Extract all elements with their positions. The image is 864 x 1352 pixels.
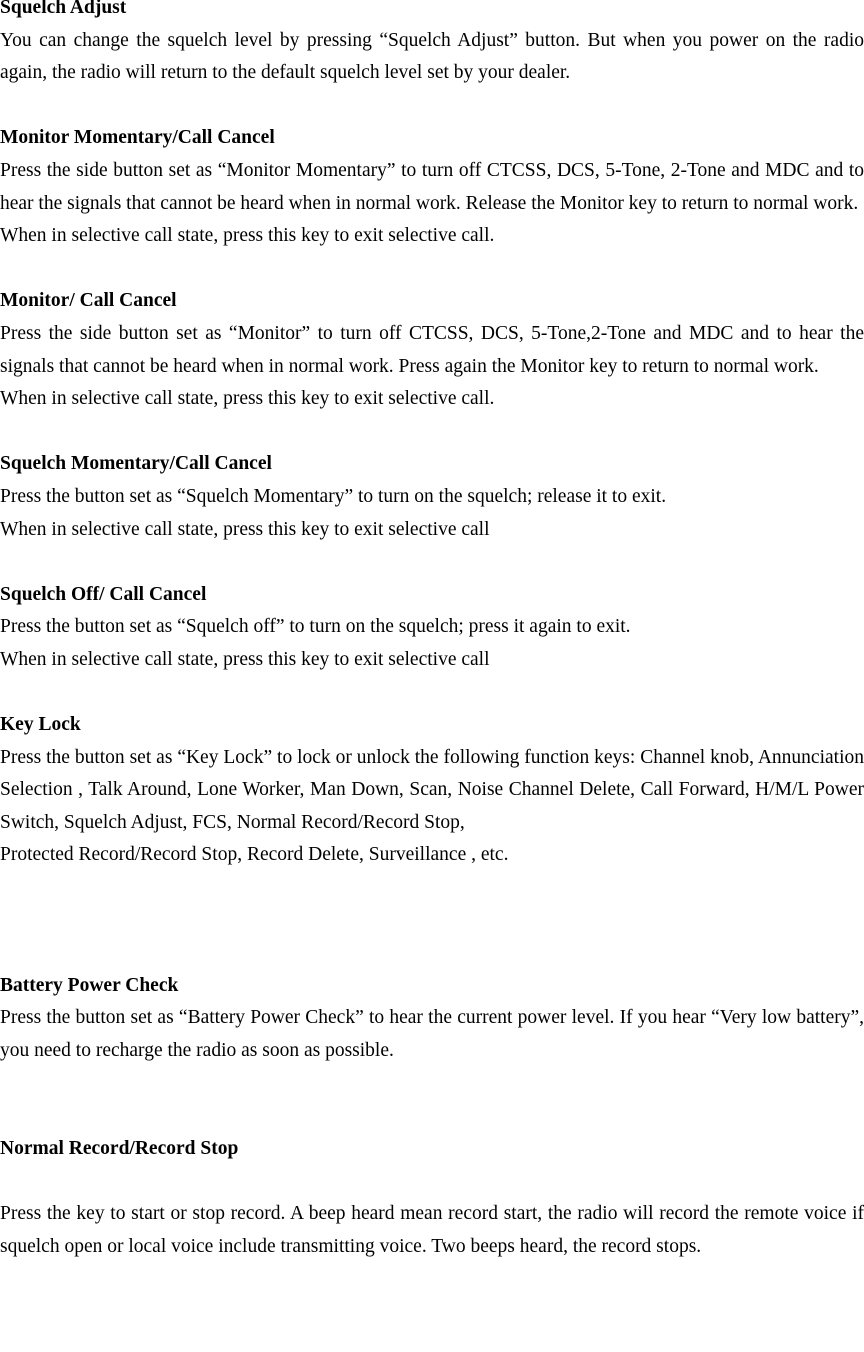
spacer	[0, 546, 864, 579]
section-heading: Squelch Off/ Call Cancel	[0, 583, 207, 605]
section-monitor	[0, 285, 864, 415]
spacer	[0, 1165, 864, 1198]
paragraph: Press the side button set as “Monitor” to turn off CTCSS, DCS, 5-Tone,2-Tone and MDC and to hear the signals that cannot be heard when in normal work. Press again the Monitor key to return to normal work.	[0, 322, 864, 377]
paragraph: Press the button set as “Battery Power Check” to hear the current power level. If you hear “Very low battery”, you need to recharge the radio as soon as possible.	[0, 1007, 864, 1062]
paragraph: When in selective call state, press this key to exit selective call	[0, 648, 490, 670]
paragraph: Press the button set as “Squelch off” to turn on the squelch; press it again to exit.	[0, 616, 631, 638]
section-heading: Squelch Momentary/Call Cancel	[0, 453, 272, 475]
paragraph: Press the key to start or stop record. A beep heard mean record start, the radio will record the remote voice if squelch open or local voice include transmitting voice. Two beeps heard, the record stops.	[0, 1202, 864, 1257]
section-squelch-adjust	[0, 0, 864, 90]
section-heading: Monitor/ Call Cancel	[0, 290, 177, 312]
spacer	[0, 253, 864, 286]
spacer	[0, 1068, 864, 1133]
spacer	[0, 90, 864, 123]
paragraph: When in selective call state, press this key to exit selective call.	[0, 388, 495, 410]
paragraph: Protected Record/Record Stop, Record Delete, Surveillance , etc.	[0, 844, 509, 866]
section-heading: Monitor Momentary/Call Cancel	[0, 127, 275, 149]
section-squelch-off	[0, 579, 864, 677]
paragraph: Press the button set as “Squelch Momentary” to turn on the squelch; release it to exit.	[0, 485, 667, 507]
paragraph: You can change the squelch level by pressing “Squelch Adjust” button. But when you power on the radio again, the radio will return to the default squelch level set by your dealer.	[0, 29, 864, 84]
section-normal-record	[0, 1133, 864, 1263]
section-squelch-momentary	[0, 448, 864, 546]
paragraph: Press the side button set as “Monitor Momentary” to turn off CTCSS, DCS, 5-Tone, 2-Tone and MDC and to hear the signals that cannot be heard when in normal work. Release the Monitor key to return to normal work.	[0, 159, 864, 214]
spacer	[0, 872, 864, 970]
section-heading: Battery Power Check	[0, 974, 179, 996]
spacer	[0, 416, 864, 449]
section-heading: Squelch Adjust	[0, 0, 127, 18]
section-heading: Normal Record/Record Stop	[0, 1137, 239, 1159]
section-battery-check	[0, 970, 864, 1068]
section-key-lock	[0, 709, 864, 872]
paragraph: When in selective call state, press this key to exit selective call.	[0, 225, 495, 247]
paragraph: When in selective call state, press this key to exit selective call	[0, 518, 490, 540]
paragraph: Press the button set as “Key Lock” to lock or unlock the following function keys: Channel knob, Annunciation Selection , Talk Around, Lone Worker, Man Down, Scan, Noise Channel Delete, Call Forward, H/M/L Power Switch, Squelch Adjust, FCS, Normal Record/Record Stop,	[0, 746, 864, 833]
section-heading: Key Lock	[0, 714, 81, 736]
spacer	[0, 676, 864, 709]
section-monitor-momentary	[0, 122, 864, 252]
